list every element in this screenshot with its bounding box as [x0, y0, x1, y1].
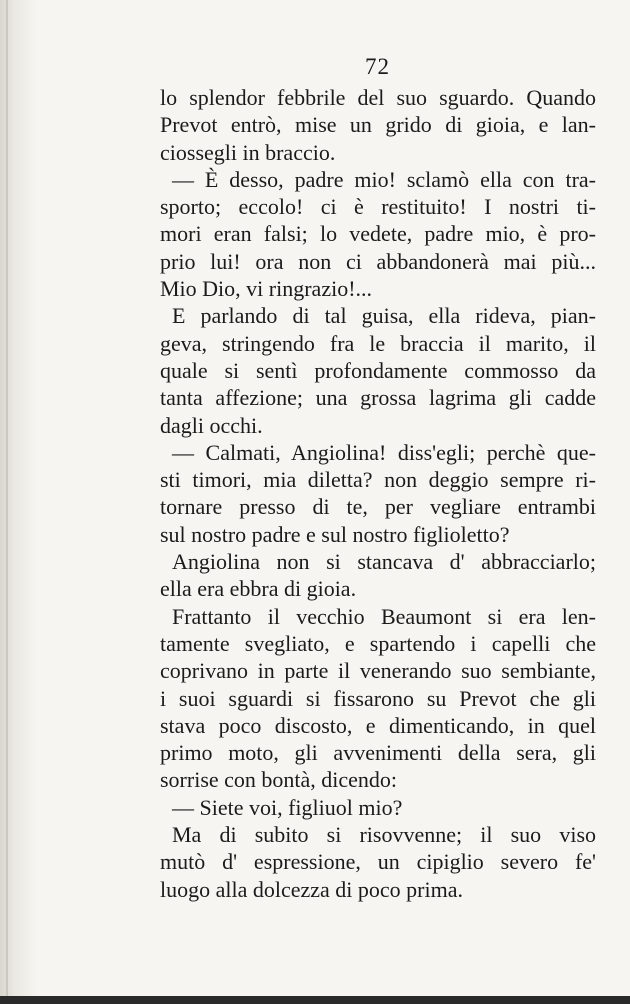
text-line: sti timori, mia diletta? non deggio sempre ri-: [160, 467, 596, 493]
text-line: Frattanto il vecchio Beaumont si era len-: [172, 603, 596, 629]
text-line: — Calmati, Angiolina! diss'egli; perchè que-: [172, 439, 596, 465]
text-line: geva, stringendo fra le braccia il marito, il: [160, 330, 596, 356]
text-line: luogo alla dolcezza di poco prima.: [160, 876, 463, 902]
text-line: quale si sentì profondamente commosso da: [160, 357, 596, 383]
text-line: lo splendor febbrile del suo sguardo. Quando: [160, 85, 596, 110]
text-line: E parlando di tal guisa, ella rideva, pian-: [172, 303, 596, 329]
text-line: — È desso, padre mio! sclamò ella con tra-: [172, 166, 596, 192]
text-line: ciossegli in braccio.: [160, 139, 336, 165]
text-line: tamente svegliato, e spartendo i capelli che: [160, 630, 596, 656]
text-line: Angiolina non si stancava d' abbracciarlo;: [172, 549, 596, 575]
page-bottom-edge: [0, 996, 630, 1004]
text-line: — Siete voi, figliuol mio?: [172, 794, 403, 820]
text-line: ella era ebbra di gioia.: [160, 576, 357, 602]
text-line: sorrise con bontà, dicendo:: [160, 767, 398, 793]
text-line: mutò d' espressione, un cipiglio severo fe': [160, 849, 596, 875]
text-line: mori eran falsi; lo vedete, padre mio, è pro-: [160, 221, 596, 247]
page-number: 72: [365, 54, 390, 79]
text-line: i suoi sguardi si fissarono su Prevot che gli: [160, 685, 596, 711]
text-line: sul nostro padre e sul nostro figlioletto?: [160, 521, 510, 547]
binding-edge-line: [6, 0, 8, 1004]
body-text: [160, 84, 596, 903]
text-line: tornare presso di te, per vegliare entrambi: [160, 494, 596, 520]
text-line: primo moto, gli avvenimenti della sera, gli: [160, 740, 596, 766]
text-line: prio lui! ora non ci abbandonerà mai più...: [160, 248, 596, 274]
text-line: sporto; eccolo! ci è restituito! I nostri ti-: [160, 194, 596, 220]
text-line: tanta affezione; una grossa lagrima gli cadde: [160, 385, 596, 411]
text-line: stava poco discosto, e dimenticando, in quel: [160, 712, 596, 738]
text-line: Ma di subito si risovvenne; il suo viso: [172, 822, 596, 848]
text-line: Mio Dio, vi ringrazio!...: [160, 276, 373, 302]
text-line: dagli occhi.: [160, 412, 263, 438]
text-line: coprivano in parte il venerando suo sembiante,: [160, 658, 596, 684]
text-line: Prevot entrò, mise un grido di gioia, e lan-: [160, 112, 596, 138]
binding-gutter: [0, 0, 38, 1004]
